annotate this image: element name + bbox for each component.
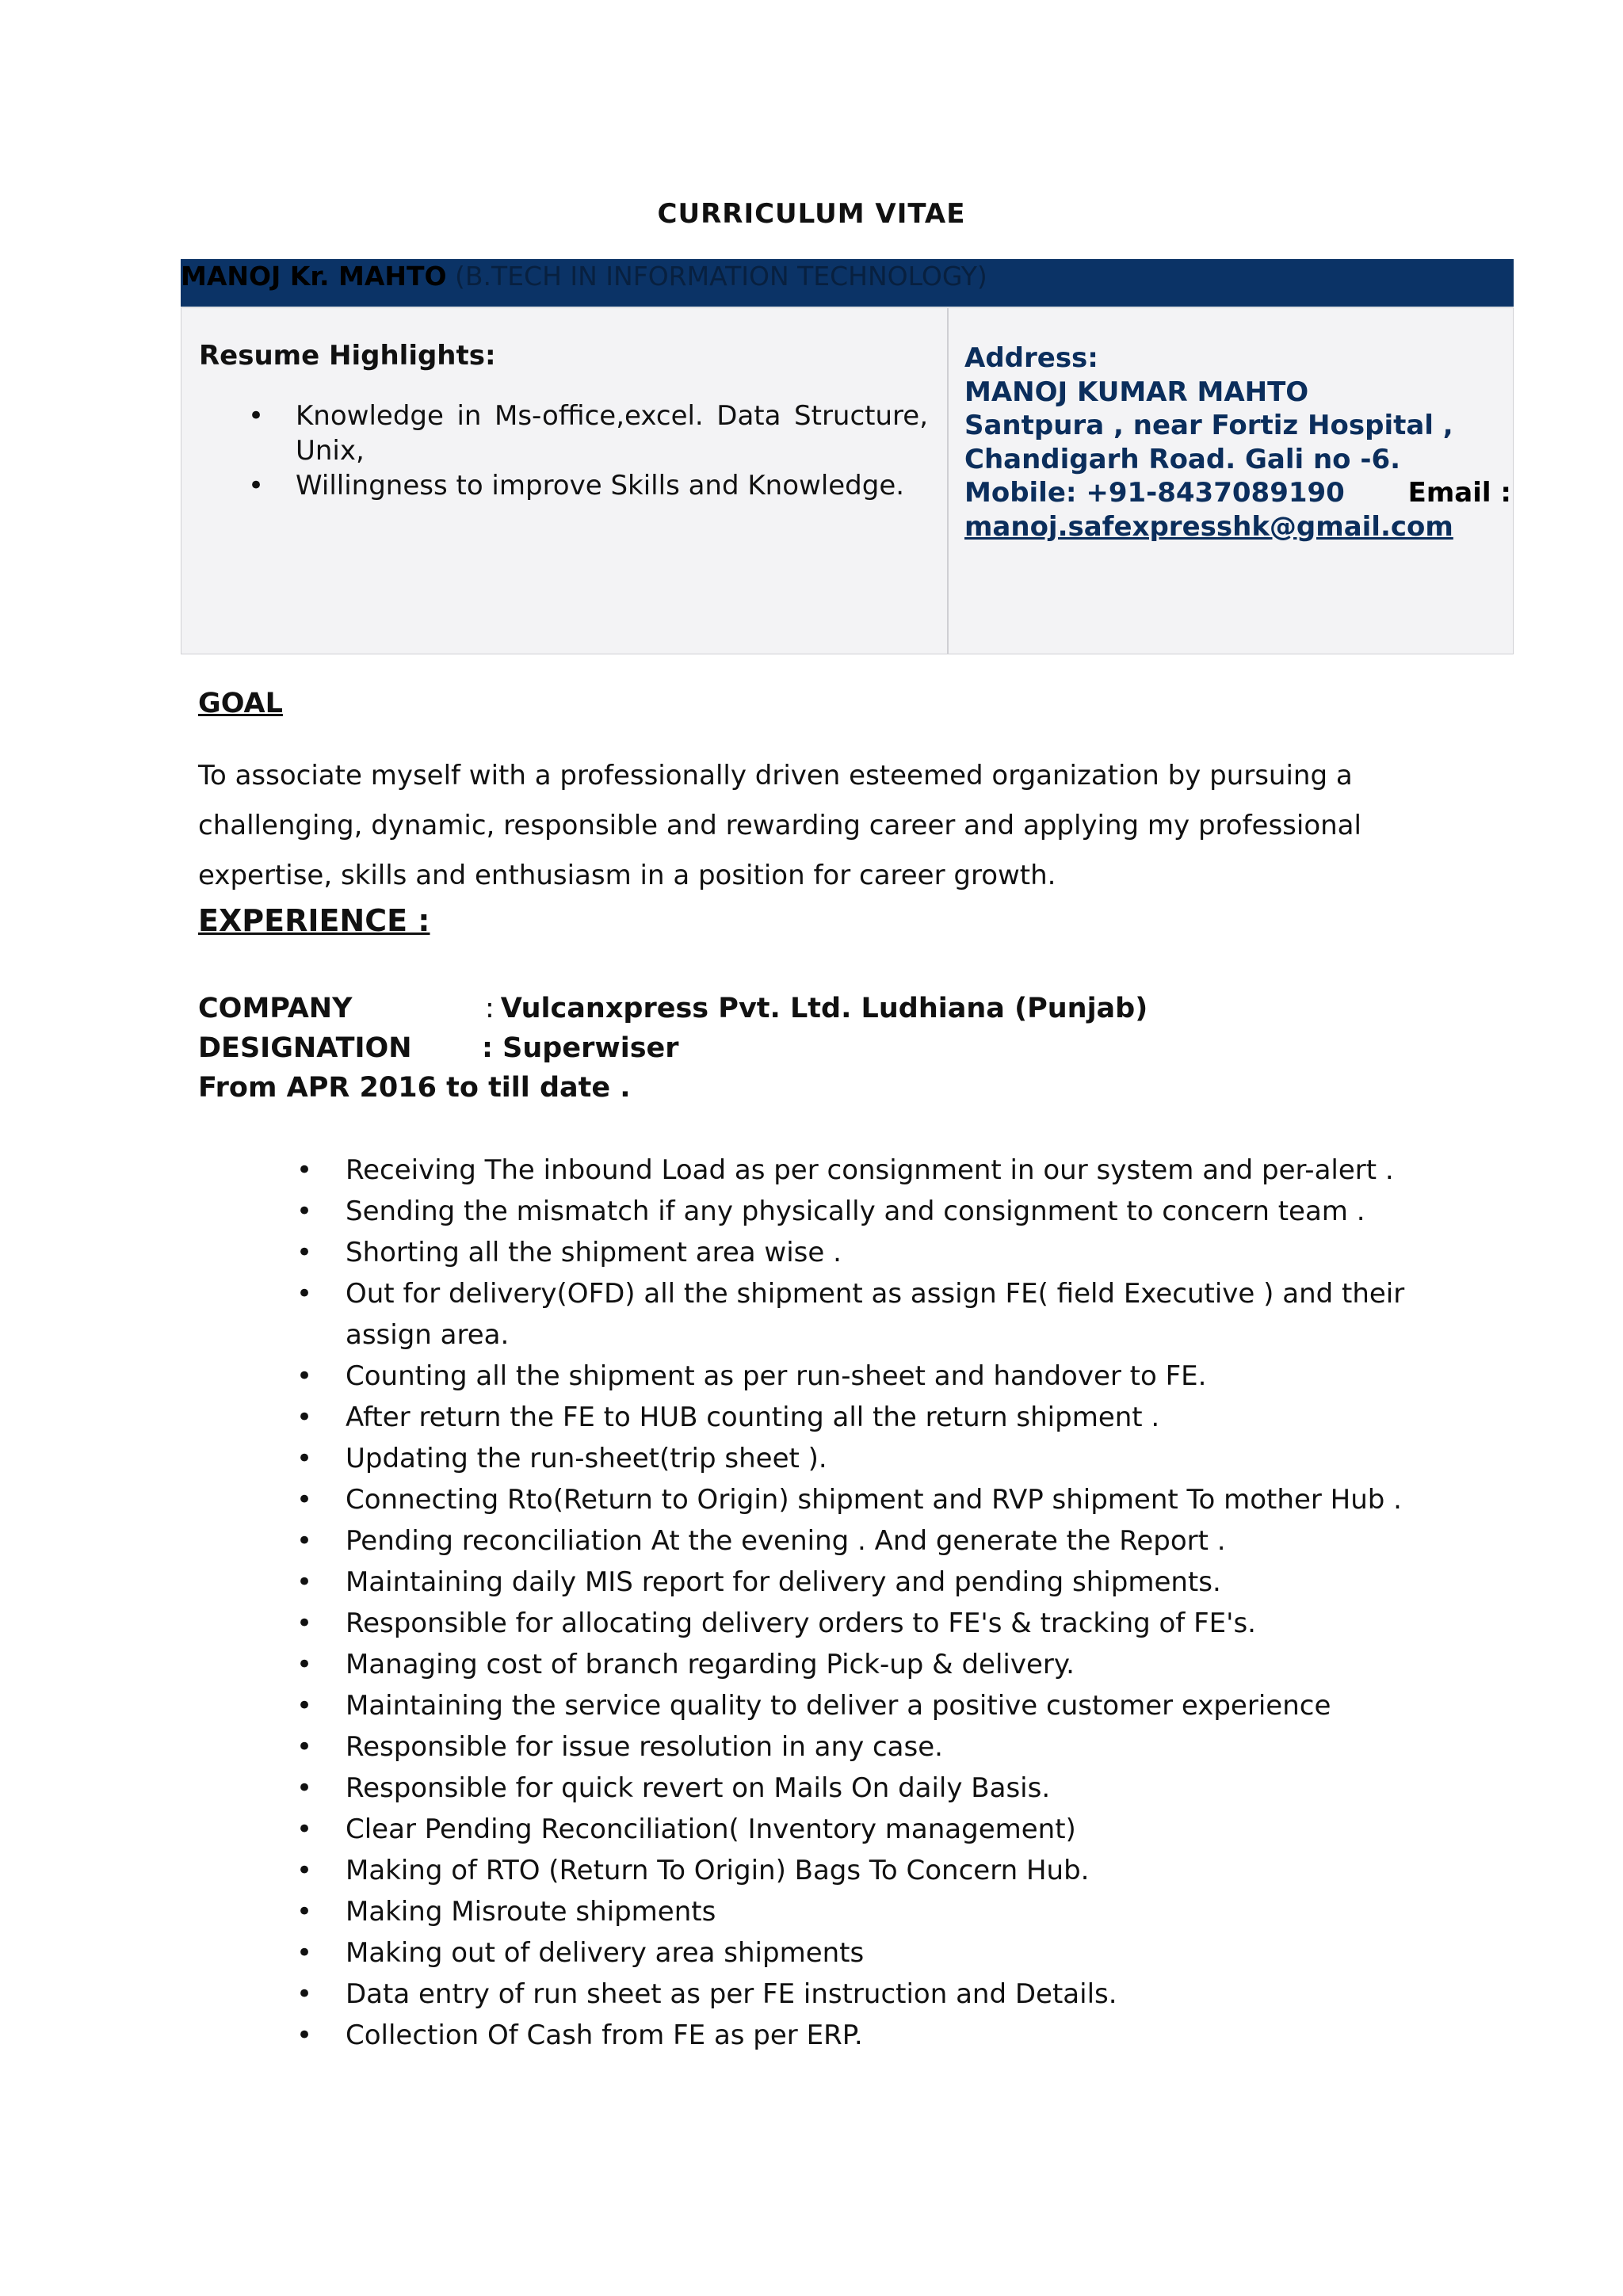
info-table <box>181 307 1514 654</box>
candidate-name: MANOJ Kr. MAHTO <box>181 261 447 292</box>
duty-item: • Maintaining daily MIS report for delivery and pending shipments. <box>198 1562 1450 1603</box>
duty-item: • Out for delivery(OFD) all the shipment as assign FE( field Executive ) and their assign area. <box>198 1273 1450 1356</box>
email-link[interactable]: manoj.safexpresshk@gmail.com <box>964 510 1453 543</box>
name-header-bar <box>181 259 1514 307</box>
resume-highlights <box>199 340 928 503</box>
duty-item: • After return the FE to HUB counting all the return shipment . <box>198 1397 1450 1438</box>
duty-item: • Maintaining the service quality to deliver a positive customer experience <box>198 1685 1450 1726</box>
address-line-1: Santpura , near Fortiz Hospital , <box>964 410 1453 441</box>
goal-heading: GOAL <box>198 688 283 719</box>
job-details <box>198 989 1148 1108</box>
highlights-heading: Resume Highlights: <box>199 340 496 372</box>
contact-row <box>964 476 1511 510</box>
duty-item: • Receiving The inbound Load as per consignment in our system and per-alert . <box>198 1150 1450 1191</box>
duty-item: • Responsible for issue resolution in any case. <box>198 1726 1450 1768</box>
company-row <box>198 989 1148 1028</box>
highlights-list <box>199 399 928 503</box>
duty-item: • Sending the mismatch if any physically and consignment to concern team . <box>198 1191 1450 1232</box>
duty-item: • Pending reconciliation At the evening . And generate the Report . <box>198 1520 1450 1562</box>
address-heading: Address: <box>964 342 1098 374</box>
duty-item: • Making out of delivery area shipments <box>198 1932 1450 1974</box>
period-row <box>198 1068 1148 1108</box>
designation-row <box>198 1028 1148 1068</box>
column-divider <box>947 308 949 654</box>
address-block <box>964 341 1511 543</box>
duty-item: • Connecting Rto(Return to Origin) shipment and RVP shipment To mother Hub . <box>198 1479 1450 1520</box>
duty-item: • Making of RTO (Return To Origin) Bags To Concern Hub. <box>198 1850 1450 1891</box>
mobile-number: Mobile: +91-8437089190 <box>964 477 1345 509</box>
duty-item: • Responsible for quick revert on Mails On daily Basis. <box>198 1768 1450 1809</box>
document-title: CURRICULUM VITAE <box>657 198 966 230</box>
employment-period: From APR 2016 to till date . <box>198 1072 631 1104</box>
highlight-item: • Knowledge in Ms-office,excel. Data Structure, Unix, <box>199 399 928 468</box>
experience-heading: EXPERIENCE : <box>198 903 430 938</box>
address-line-2: Chandigarh Road. Gali no -6. <box>964 443 1401 475</box>
email-label: Email : <box>1407 477 1511 509</box>
duty-item: • Clear Pending Reconciliation( Inventory management) <box>198 1809 1450 1850</box>
designation-value: : Superwiser <box>482 1032 679 1064</box>
duty-item: • Making Misroute shipments <box>198 1891 1450 1932</box>
highlight-item: • Willingness to improve Skills and Knowledge. <box>199 468 928 503</box>
company-label: COMPANY <box>198 993 353 1024</box>
duty-item: • Shorting all the shipment area wise . <box>198 1232 1450 1273</box>
company-value: Vulcanxpress Pvt. Ltd. Ludhiana (Punjab) <box>500 993 1148 1024</box>
duty-item: • Managing cost of branch regarding Pick-up & delivery. <box>198 1644 1450 1685</box>
duties-list <box>198 1150 1450 2056</box>
duty-item: • Data entry of run sheet as per FE instruction and Details. <box>198 1974 1450 2015</box>
designation-label: DESIGNATION <box>198 1032 412 1064</box>
goal-text: To associate myself with a professionally driven esteemed organization by pursuing a challenging, dynamic, responsible and rewarding career and applying my professional expertise, skills and enthusiasm in a position for career growth. <box>198 760 1361 891</box>
company-separator: : <box>485 993 495 1024</box>
duty-item: • Updating the run-sheet(trip sheet ). <box>198 1438 1450 1479</box>
address-name: MANOJ KUMAR MAHTO <box>964 376 1309 408</box>
duty-item: • Responsible for allocating delivery orders to FE's & tracking of FE's. <box>198 1603 1450 1644</box>
duty-item: • Counting all the shipment as per run-sheet and handover to FE. <box>198 1356 1450 1397</box>
candidate-degree: (B.TECH IN INFORMATION TECHNOLOGY) <box>446 261 987 292</box>
duty-item: • Collection Of Cash from FE as per ERP. <box>198 2015 1450 2056</box>
